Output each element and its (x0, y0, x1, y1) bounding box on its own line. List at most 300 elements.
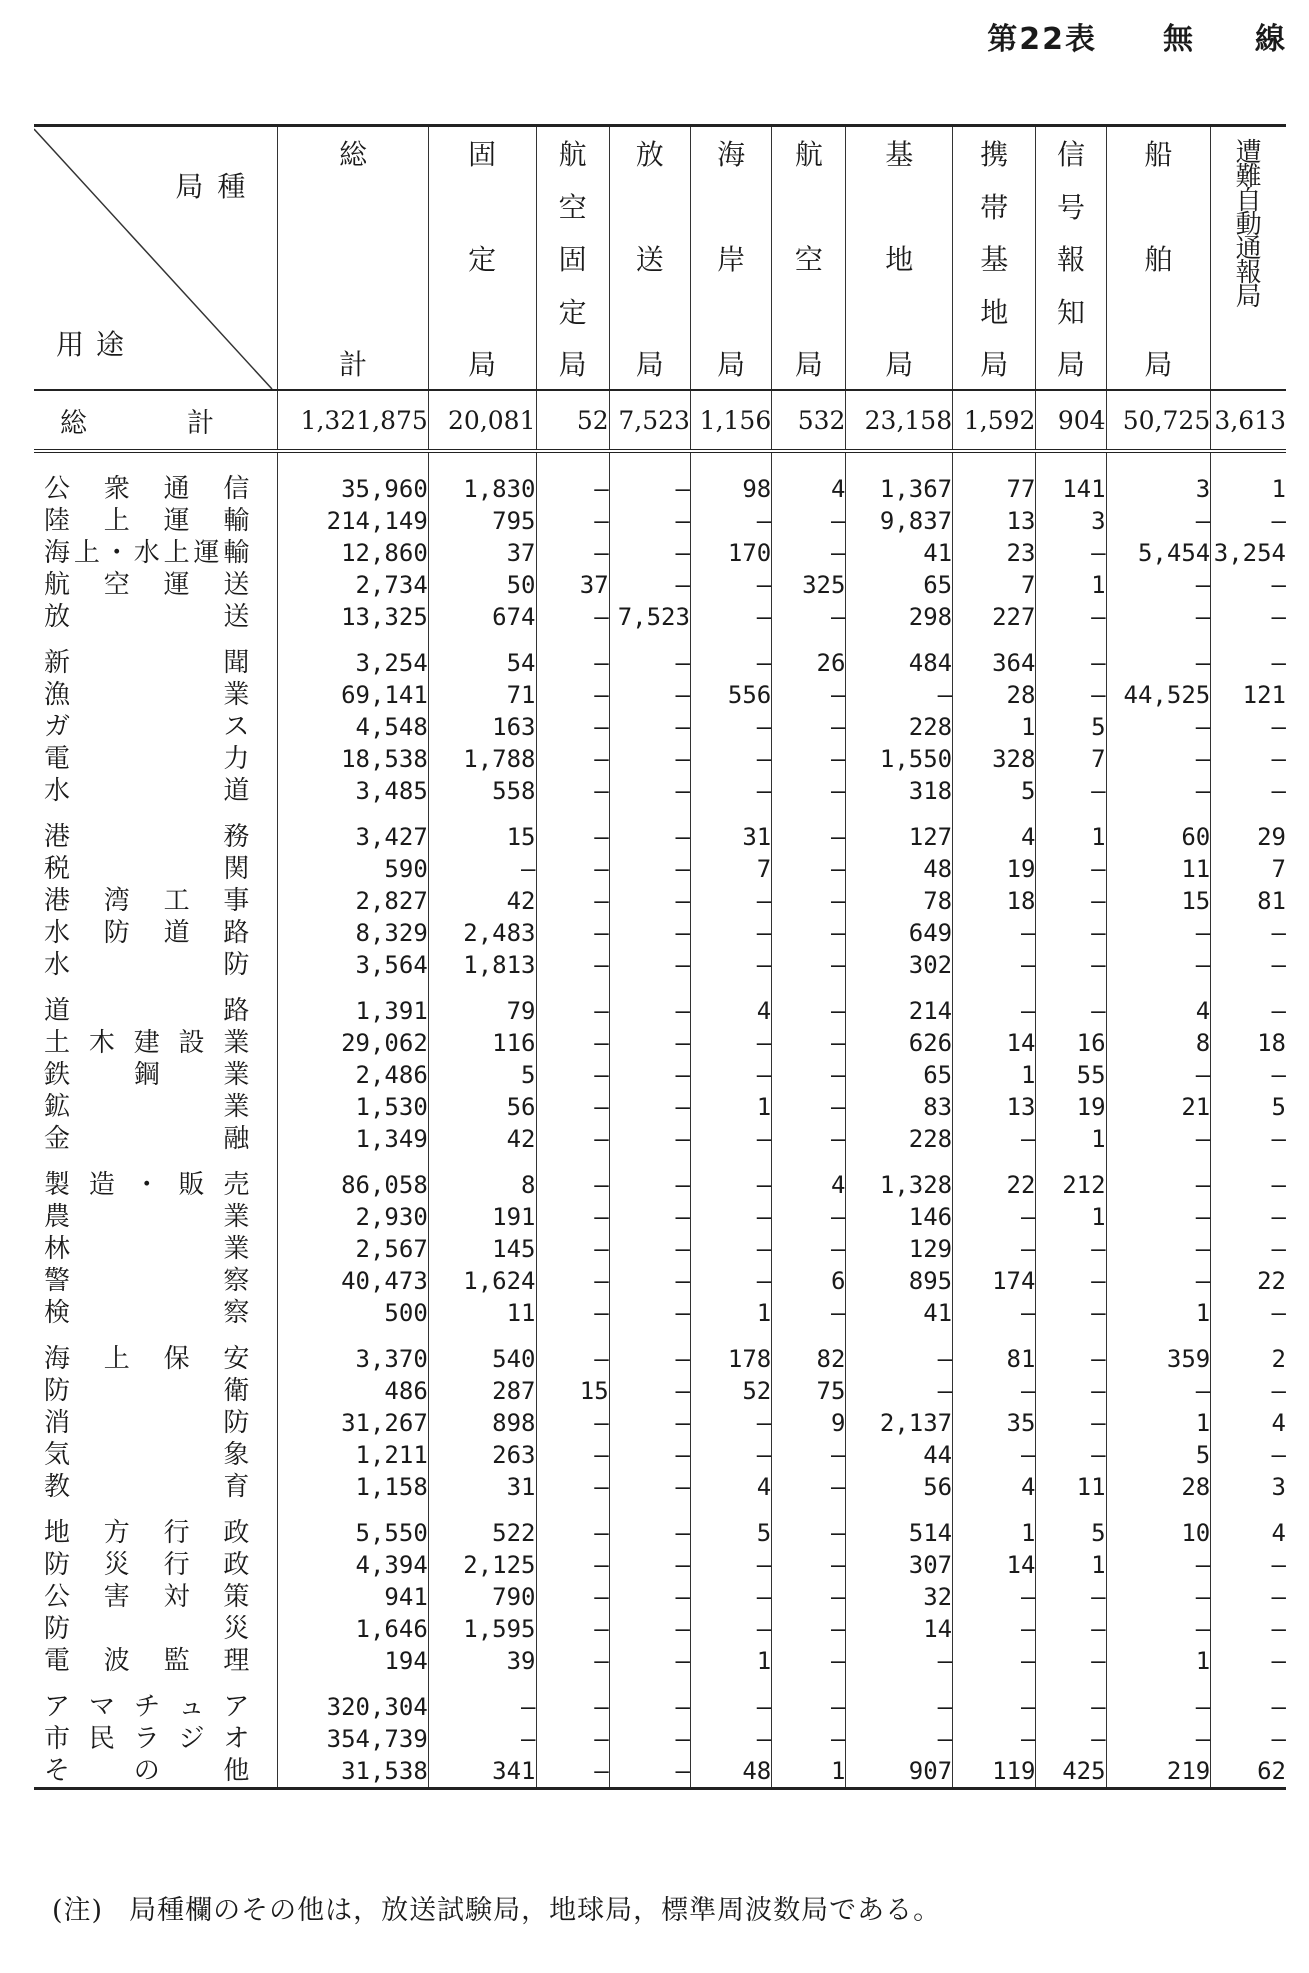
table-cell: 500 (278, 1297, 428, 1329)
table-cell: — (690, 1549, 771, 1581)
table-cell: — (536, 1027, 609, 1059)
row-label: 港湾工事 (44, 886, 250, 916)
table-cell: — (1036, 679, 1106, 711)
table-cell: — (953, 1439, 1036, 1471)
table-cell: — (428, 1723, 536, 1755)
table-cell: 228 (846, 711, 953, 743)
table-cell: 35,960 (278, 473, 428, 505)
table-cell: — (772, 1059, 846, 1091)
table-cell: 484 (846, 647, 953, 679)
table-cell: — (536, 821, 609, 853)
table-cell: — (536, 1297, 609, 1329)
table-cell: — (846, 1691, 953, 1723)
total-cell: 7,523 (609, 390, 690, 451)
table-cell: 1 (1106, 1297, 1211, 1329)
table-cell: — (772, 1027, 846, 1059)
table-cell: 42 (428, 1123, 536, 1155)
table-cell: — (690, 1169, 771, 1201)
table-cell: 4 (1211, 1407, 1286, 1439)
table-cell: — (609, 1123, 690, 1155)
table-cell: 78 (846, 885, 953, 917)
table-cell: — (536, 885, 609, 917)
table-cell: — (1106, 1059, 1211, 1091)
table-cell: 2 (1211, 1343, 1286, 1375)
table-cell: — (1106, 1691, 1211, 1723)
table-cell: 15 (1106, 885, 1211, 917)
table-cell: — (536, 647, 609, 679)
row-label: 市民ラジオ (44, 1724, 250, 1754)
table-cell: — (1036, 647, 1106, 679)
column-header: 固 定 局 (428, 126, 536, 391)
table-row (34, 1549, 1286, 1581)
title-word-2: 線 (1255, 22, 1287, 57)
table-cell: — (536, 743, 609, 775)
table-cell: 75 (772, 1375, 846, 1407)
table-cell: 11 (1036, 1471, 1106, 1503)
table-cell: 354,739 (278, 1723, 428, 1755)
table-cell: — (536, 1581, 609, 1613)
table-cell: 37 (428, 537, 536, 569)
row-label: 水防道路 (44, 918, 250, 948)
row-label: 道路 (44, 996, 250, 1026)
table-cell: — (609, 537, 690, 569)
table-cell: — (428, 1691, 536, 1723)
table-cell: — (1036, 1265, 1106, 1297)
table-cell: — (690, 1439, 771, 1471)
table-cell: 1,813 (428, 949, 536, 981)
table-cell: 14 (846, 1613, 953, 1645)
table-cell: — (609, 1723, 690, 1755)
table-cell: 8,329 (278, 917, 428, 949)
table-cell: 10 (1106, 1517, 1211, 1549)
table-cell: — (1211, 1691, 1286, 1723)
table-cell: 4 (772, 1169, 846, 1201)
table-cell: — (1036, 1375, 1106, 1407)
table-cell: 18,538 (278, 743, 428, 775)
table-cell: 364 (953, 647, 1036, 679)
table-cell: 60 (1106, 821, 1211, 853)
total-cell: 1,321,875 (278, 390, 428, 451)
table-cell: 1,788 (428, 743, 536, 775)
table-cell: 29,062 (278, 1027, 428, 1059)
table-cell: — (536, 1613, 609, 1645)
table-cell: 1 (953, 711, 1036, 743)
table-title (987, 14, 1287, 58)
table-cell: 5,550 (278, 1517, 428, 1549)
row-label: 港務 (44, 822, 250, 852)
table-cell: 1,550 (846, 743, 953, 775)
row-label: 公衆通信 (44, 474, 250, 504)
table-cell: — (772, 1517, 846, 1549)
table-cell: 1,646 (278, 1613, 428, 1645)
table-cell: 302 (846, 949, 953, 981)
table-cell: — (609, 1407, 690, 1439)
table-cell: — (1211, 995, 1286, 1027)
table-cell: — (1211, 601, 1286, 633)
table-cell: 62 (1211, 1755, 1286, 1789)
table-cell: — (772, 711, 846, 743)
table-cell: — (953, 1201, 1036, 1233)
column-header: 遭 難 自 動 通 報 局 (1211, 126, 1286, 391)
table-cell: 3,485 (278, 775, 428, 807)
table-cell: 23 (953, 537, 1036, 569)
table-cell: — (536, 1645, 609, 1677)
table-cell: 649 (846, 917, 953, 949)
table-cell: 28 (953, 679, 1036, 711)
table-cell: — (536, 473, 609, 505)
table-cell: 1 (1036, 1123, 1106, 1155)
table-row (34, 743, 1286, 775)
table-cell: — (1211, 1059, 1286, 1091)
table-row (34, 569, 1286, 601)
table-body (34, 390, 1286, 1789)
table-cell: — (1036, 853, 1106, 885)
table-cell: 35 (953, 1407, 1036, 1439)
table-cell: 50 (428, 569, 536, 601)
table-cell: 3 (1211, 1471, 1286, 1503)
table-cell: — (609, 569, 690, 601)
table-cell: 540 (428, 1343, 536, 1375)
table-cell: — (690, 743, 771, 775)
table-cell: 28 (1106, 1471, 1211, 1503)
table-cell: 14 (953, 1027, 1036, 1059)
table-cell: — (690, 1581, 771, 1613)
footnote-text: 局種欄のその他は，放送試験局，地球局，標準周波数局である。 (129, 1895, 942, 1926)
table-cell: — (1211, 569, 1286, 601)
table-cell: — (1106, 1581, 1211, 1613)
table-cell: — (690, 1723, 771, 1755)
table-cell: 44 (846, 1439, 953, 1471)
table-cell: — (772, 853, 846, 885)
table-cell: — (428, 853, 536, 885)
table-cell: 2,486 (278, 1059, 428, 1091)
table-cell: 1 (953, 1059, 1036, 1091)
table-cell: — (772, 917, 846, 949)
table-cell: — (953, 1123, 1036, 1155)
table-cell: 341 (428, 1755, 536, 1789)
table-cell: — (536, 1265, 609, 1297)
table-cell: 320,304 (278, 1691, 428, 1723)
table-cell: 2,125 (428, 1549, 536, 1581)
table-cell: — (772, 995, 846, 1027)
table-cell: — (690, 505, 771, 537)
table-cell: 42 (428, 885, 536, 917)
table-cell: — (772, 885, 846, 917)
table-cell: 5 (1036, 711, 1106, 743)
table-cell: 9 (772, 1407, 846, 1439)
table-cell: — (1211, 775, 1286, 807)
table-cell: — (609, 1645, 690, 1677)
table-cell: — (1211, 647, 1286, 679)
table-cell: 1,158 (278, 1471, 428, 1503)
table-cell: — (690, 1691, 771, 1723)
total-cell: 532 (772, 390, 846, 451)
total-cell: 1,592 (953, 390, 1036, 451)
row-label: 海上・水上運輸 (44, 538, 250, 568)
table-cell: 83 (846, 1091, 953, 1123)
table-cell: — (609, 473, 690, 505)
table-cell: 4 (690, 995, 771, 1027)
table-cell: 4 (772, 473, 846, 505)
table-cell: 13 (953, 505, 1036, 537)
table-cell: — (536, 1091, 609, 1123)
table-cell: 121 (1211, 679, 1286, 711)
table-row (34, 917, 1286, 949)
table-cell: — (846, 1645, 953, 1677)
table-cell: 790 (428, 1581, 536, 1613)
table-cell: — (536, 1059, 609, 1091)
table-cell: — (690, 1123, 771, 1155)
table-cell: 941 (278, 1581, 428, 1613)
table-cell: 194 (278, 1645, 428, 1677)
column-header: 基 地 局 (846, 126, 953, 391)
table-cell: 13,325 (278, 601, 428, 633)
table-cell: 141 (1036, 473, 1106, 505)
table-number: 第22表 (987, 22, 1097, 57)
table-cell: 227 (953, 601, 1036, 633)
table-cell: 3,427 (278, 821, 428, 853)
footnote (52, 1888, 941, 1927)
table-cell: — (1211, 1549, 1286, 1581)
table-row (34, 647, 1286, 679)
table-cell: 22 (1211, 1265, 1286, 1297)
table-cell: 214,149 (278, 505, 428, 537)
table-cell: 228 (846, 1123, 953, 1155)
table-cell: — (609, 1691, 690, 1723)
table-cell: — (1211, 1645, 1286, 1677)
table-cell: — (1106, 917, 1211, 949)
table-row (34, 775, 1286, 807)
table-cell: — (1106, 1265, 1211, 1297)
table-cell: — (609, 917, 690, 949)
table-cell: 116 (428, 1027, 536, 1059)
radio-station-table (34, 124, 1286, 1790)
total-cell: 20,081 (428, 390, 536, 451)
table-cell: 3,254 (1211, 537, 1286, 569)
table-cell: — (609, 1059, 690, 1091)
table-cell: — (846, 1375, 953, 1407)
table-cell: — (1211, 1613, 1286, 1645)
row-label: 航空運送 (44, 570, 250, 600)
table-cell: — (536, 775, 609, 807)
table-cell: — (772, 1091, 846, 1123)
column-header: 総 計 (278, 126, 428, 391)
table-cell: 65 (846, 1059, 953, 1091)
table-cell: — (1036, 1613, 1106, 1645)
table-cell: — (609, 995, 690, 1027)
total-cell: 50,725 (1106, 390, 1211, 451)
table-cell: 626 (846, 1027, 953, 1059)
table-cell: 81 (1211, 885, 1286, 917)
table-cell: 486 (278, 1375, 428, 1407)
table-cell: 26 (772, 647, 846, 679)
table-cell: — (690, 601, 771, 633)
table-row (34, 885, 1286, 917)
table-row (34, 1059, 1286, 1091)
table-cell: 18 (953, 885, 1036, 917)
column-header: 信 号 報 知 局 (1036, 126, 1106, 391)
table-cell: — (536, 1723, 609, 1755)
table-cell: 40,473 (278, 1265, 428, 1297)
table-cell: 4,548 (278, 711, 428, 743)
footnote-prefix: (注) (52, 1895, 104, 1926)
table-cell: 1 (772, 1755, 846, 1789)
table-cell: — (1211, 1233, 1286, 1265)
table-cell: 81 (953, 1343, 1036, 1375)
table-cell: — (690, 711, 771, 743)
table-cell: — (772, 1723, 846, 1755)
table-cell: — (1106, 601, 1211, 633)
table-cell: 325 (772, 569, 846, 601)
table-cell: — (772, 1581, 846, 1613)
table-cell: 13 (953, 1091, 1036, 1123)
table-cell: 6 (772, 1265, 846, 1297)
table-cell: — (1106, 775, 1211, 807)
table-cell: 1 (1036, 1201, 1106, 1233)
total-cell: 1,156 (690, 390, 771, 451)
table-cell: 1,595 (428, 1613, 536, 1645)
table-cell: — (1106, 1233, 1211, 1265)
table-cell: — (1211, 1375, 1286, 1407)
table-cell: — (1106, 949, 1211, 981)
total-cell: 23,158 (846, 390, 953, 451)
row-label: 警察 (44, 1266, 250, 1296)
row-label: 防衛 (44, 1376, 250, 1406)
table-cell: 287 (428, 1375, 536, 1407)
table-cell: — (953, 1645, 1036, 1677)
table-cell: — (536, 1691, 609, 1723)
table-cell: — (536, 949, 609, 981)
row-label: 鉱業 (44, 1092, 250, 1122)
table-cell: — (1106, 1723, 1211, 1755)
table-cell: 558 (428, 775, 536, 807)
table-row (34, 1613, 1286, 1645)
table-cell: 56 (846, 1471, 953, 1503)
table-cell: 556 (690, 679, 771, 711)
table-cell: — (846, 679, 953, 711)
header-row (34, 126, 1286, 391)
table-cell: — (536, 537, 609, 569)
table-cell: 44,525 (1106, 679, 1211, 711)
table-cell: — (772, 1549, 846, 1581)
table-cell: 48 (690, 1755, 771, 1789)
table-row (34, 1581, 1286, 1613)
table-cell: 1 (690, 1091, 771, 1123)
table-cell: — (772, 1123, 846, 1155)
table-cell: 2,827 (278, 885, 428, 917)
row-label: 電力 (44, 744, 250, 774)
table-cell: — (1106, 505, 1211, 537)
table-cell: — (536, 505, 609, 537)
table-cell: — (1036, 775, 1106, 807)
table-cell: 8 (1106, 1027, 1211, 1059)
grand-total-label: 総 計 (34, 390, 278, 451)
table-cell: 1,530 (278, 1091, 428, 1123)
table-cell: 146 (846, 1201, 953, 1233)
row-label: 電波監理 (44, 1646, 250, 1676)
table-cell: 77 (953, 473, 1036, 505)
table-row (34, 1375, 1286, 1407)
table-row (34, 473, 1286, 505)
table-cell: — (690, 1027, 771, 1059)
table-cell: — (609, 711, 690, 743)
table-cell: — (536, 1233, 609, 1265)
table-cell: 1 (1106, 1407, 1211, 1439)
table-cell: 2,137 (846, 1407, 953, 1439)
table-row (34, 537, 1286, 569)
table-cell: — (772, 775, 846, 807)
table-cell: 328 (953, 743, 1036, 775)
total-cell: 3,613 (1211, 390, 1286, 451)
table-row (34, 949, 1286, 981)
table-cell: — (1211, 949, 1286, 981)
table-cell: — (953, 1375, 1036, 1407)
table-cell: — (609, 1201, 690, 1233)
table-cell: — (690, 949, 771, 981)
table-cell: — (609, 1297, 690, 1329)
table-cell: — (609, 853, 690, 885)
table-cell: — (1211, 1297, 1286, 1329)
table-cell: 14 (953, 1549, 1036, 1581)
table-cell: — (953, 1613, 1036, 1645)
table-cell: 79 (428, 995, 536, 1027)
row-label: 消防 (44, 1408, 250, 1438)
table-cell: 7 (953, 569, 1036, 601)
table-row (34, 995, 1286, 1027)
table-cell: 15 (536, 1375, 609, 1407)
table-cell: — (536, 1471, 609, 1503)
table-cell: 7,523 (609, 601, 690, 633)
table-cell: — (690, 1407, 771, 1439)
table-cell: — (1036, 1297, 1106, 1329)
table-row (34, 853, 1286, 885)
table-cell: 307 (846, 1549, 953, 1581)
row-label: 製造・販売 (44, 1170, 250, 1200)
table-cell: — (1211, 1723, 1286, 1755)
table-cell: 71 (428, 679, 536, 711)
table-cell: 2,483 (428, 917, 536, 949)
table-cell: 4 (953, 1471, 1036, 1503)
table-cell: — (536, 1439, 609, 1471)
table-cell: — (772, 679, 846, 711)
table-cell: 590 (278, 853, 428, 885)
table-row (34, 1233, 1286, 1265)
table-cell: 29 (1211, 821, 1286, 853)
table-cell: 5 (953, 775, 1036, 807)
row-label: 林業 (44, 1234, 250, 1264)
table-cell: 1 (953, 1517, 1036, 1549)
table-cell: — (1036, 1723, 1106, 1755)
table-cell: 5,454 (1106, 537, 1211, 569)
table-cell: 2,930 (278, 1201, 428, 1233)
table-cell: 4 (1211, 1517, 1286, 1549)
table-row (34, 505, 1286, 537)
row-label: その他 (34, 1755, 278, 1789)
table-cell: — (1211, 1201, 1286, 1233)
table-cell: 48 (846, 853, 953, 885)
table-cell: 1 (690, 1645, 771, 1677)
column-header: 海 岸 局 (690, 126, 771, 391)
table-cell: — (1106, 743, 1211, 775)
table-cell: 19 (1036, 1091, 1106, 1123)
row-label: ガス (44, 712, 250, 742)
table-cell: 212 (1036, 1169, 1106, 1201)
table-cell: 163 (428, 711, 536, 743)
table-cell: — (1106, 711, 1211, 743)
table-cell: — (772, 1439, 846, 1471)
diagonal-header-cell (34, 126, 278, 391)
table-cell: — (953, 949, 1036, 981)
